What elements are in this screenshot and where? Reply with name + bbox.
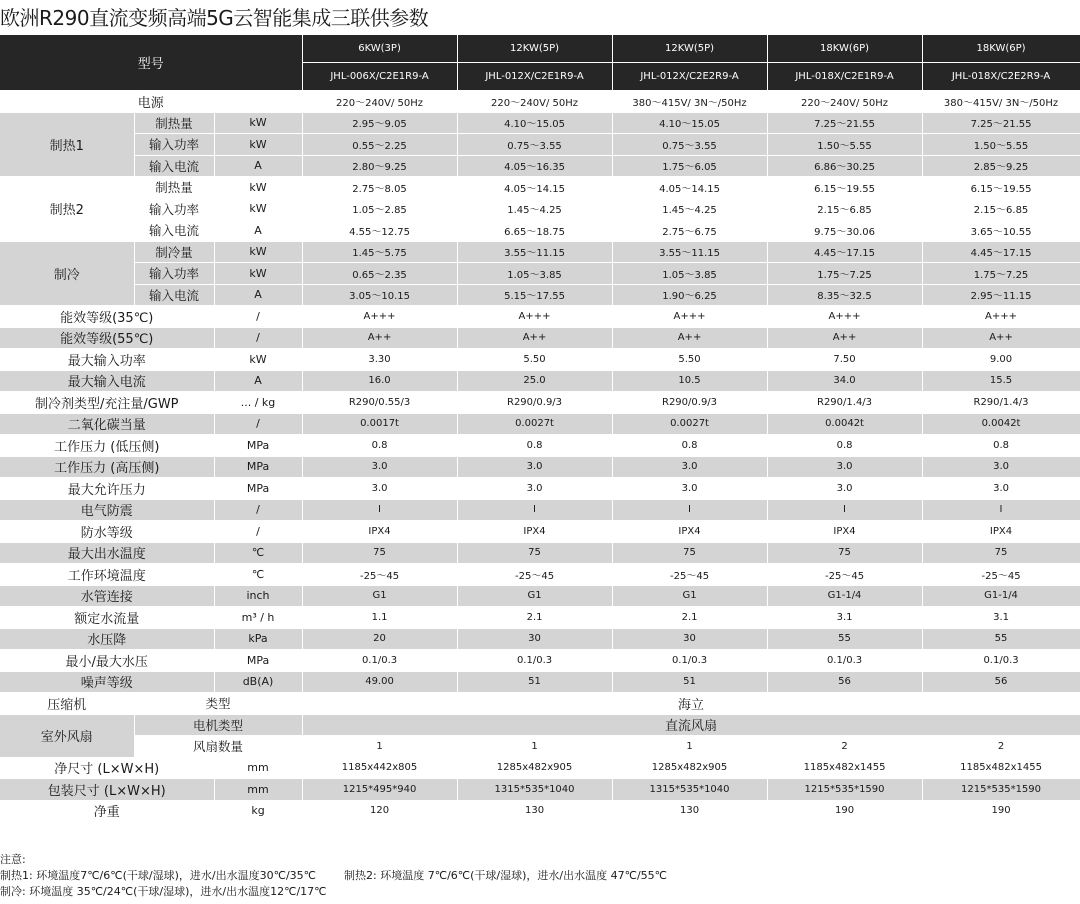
table-cell: 3.0	[612, 478, 767, 500]
unit-cell: kW	[214, 349, 302, 371]
row-label: 噪声等级	[0, 671, 214, 693]
unit-cell: dB(A)	[214, 671, 302, 693]
row-label: 最大出水温度	[0, 542, 214, 564]
table-cell: 0.0042t	[922, 413, 1080, 435]
sub-label: 风扇数量	[134, 736, 302, 758]
table-cell: 30	[457, 628, 612, 650]
table-row	[0, 392, 1080, 414]
unit-cell: inch	[214, 585, 302, 607]
table-cell: 30	[612, 628, 767, 650]
table-cell: 9.00	[922, 349, 1080, 371]
table-cell: G1	[302, 585, 457, 607]
sub-label: 制热量	[134, 177, 214, 199]
notes	[0, 852, 1080, 900]
table-cell: IPX4	[612, 521, 767, 543]
table-row	[0, 564, 1080, 586]
note-cool: 制冷: 环境温度 35℃/24℃(干球/湿球)，进水/出水温度12℃/17℃	[0, 885, 327, 898]
table-cell: 1.05～3.85	[457, 263, 612, 285]
unit-cell: MPa	[214, 478, 302, 500]
sub-label: 制冷量	[134, 241, 214, 263]
unit-cell: kg	[214, 800, 302, 822]
unit-cell: ... / kg	[214, 392, 302, 414]
table-cell: 3.1	[767, 607, 922, 629]
sub-label: 输入功率	[134, 134, 214, 156]
table-cell: R290/0.55/3	[302, 392, 457, 414]
table-cell: G1-1/4	[922, 585, 1080, 607]
table-cell: 220～240V/ 50Hz	[767, 91, 922, 113]
table-cell: 0.1/0.3	[767, 650, 922, 672]
sub-label: 输入功率	[134, 263, 214, 285]
table-cell: 1	[612, 736, 767, 758]
table-cell: 220～240V/ 50Hz	[302, 91, 457, 113]
table-cell: 49.00	[302, 671, 457, 693]
table-cell: 1215*535*1590	[922, 779, 1080, 801]
table-cell: 1185x482x1455	[922, 757, 1080, 779]
table-row	[0, 671, 1080, 693]
table-cell: R290/0.9/3	[612, 392, 767, 414]
table-cell: I	[302, 499, 457, 521]
row-label: 净尺寸 (L×W×H)	[0, 757, 214, 779]
model-label: 型号	[0, 35, 302, 91]
note-heat1: 制热1: 环境温度7℃/6℃(干球/湿球)，进水/出水温度30℃/35℃	[0, 869, 317, 882]
table-cell: 1	[302, 736, 457, 758]
row-label: 包装尺寸 (L×W×H)	[0, 779, 214, 801]
table-row	[0, 198, 1080, 220]
unit-cell: /	[214, 499, 302, 521]
table-cell: 0.1/0.3	[302, 650, 457, 672]
table-cell: 75	[302, 542, 457, 564]
unit-cell: A	[214, 370, 302, 392]
table-cell: G1-1/4	[767, 585, 922, 607]
table-cell: 1185x482x1455	[767, 757, 922, 779]
table-cell: 56	[767, 671, 922, 693]
table-cell: 120	[302, 800, 457, 822]
table-cell: 1.05～2.85	[302, 198, 457, 220]
sub-label: 输入电流	[134, 220, 214, 242]
table-cell: -25～45	[457, 564, 612, 586]
table-cell: I	[457, 499, 612, 521]
row-label: 水压降	[0, 628, 214, 650]
unit-cell: ℃	[214, 564, 302, 586]
table-cell: 4.10～15.05	[457, 112, 612, 134]
table-row	[0, 112, 1080, 134]
model-header: JHL-006X/C2E1R9-A	[302, 63, 457, 91]
table-cell: 3.0	[922, 478, 1080, 500]
table-cell: 1.45～4.25	[457, 198, 612, 220]
table-cell: I	[612, 499, 767, 521]
row-label: 电源	[0, 91, 302, 113]
table-cell: 0.0017t	[302, 413, 457, 435]
unit-cell: kW	[214, 263, 302, 285]
table-row	[0, 91, 1080, 113]
table-row	[0, 585, 1080, 607]
table-cell: R290/0.9/3	[457, 392, 612, 414]
table-cell: A++	[922, 327, 1080, 349]
sub-label: 类型	[134, 693, 302, 715]
unit-cell: kPa	[214, 628, 302, 650]
table-cell: 2.80～9.25	[302, 155, 457, 177]
table-cell: 7.25～21.55	[922, 112, 1080, 134]
table-cell: 51	[612, 671, 767, 693]
sub-label: 输入电流	[134, 284, 214, 306]
table-cell: 25.0	[457, 370, 612, 392]
table-cell: IPX4	[922, 521, 1080, 543]
table-cell: 1.50～5.55	[922, 134, 1080, 156]
table-cell: 3.0	[612, 456, 767, 478]
unit-cell: A	[214, 284, 302, 306]
table-cell: A+++	[612, 306, 767, 328]
table-cell: 4.05～14.15	[612, 177, 767, 199]
table-cell: 8.35～32.5	[767, 284, 922, 306]
table-cell: 0.8	[302, 435, 457, 457]
table-row	[0, 177, 1080, 199]
table-row	[0, 284, 1080, 306]
table-cell: IPX4	[457, 521, 612, 543]
table-cell: 2.1	[457, 607, 612, 629]
table-cell: R290/1.4/3	[767, 392, 922, 414]
table-cell: 6.15～19.55	[922, 177, 1080, 199]
table-cell: 3.55～11.15	[457, 241, 612, 263]
unit-cell: /	[214, 327, 302, 349]
unit-cell: MPa	[214, 435, 302, 457]
table-cell: 1315*535*1040	[457, 779, 612, 801]
unit-cell: kW	[214, 241, 302, 263]
table-cell: 130	[457, 800, 612, 822]
table-cell: 2.75～6.75	[612, 220, 767, 242]
table-cell: 380～415V/ 3N～/50Hz	[612, 91, 767, 113]
table-row	[0, 35, 1080, 63]
unit-cell: kW	[214, 198, 302, 220]
table-cell: 0.1/0.3	[612, 650, 767, 672]
table-cell: A+++	[767, 306, 922, 328]
table-cell: IPX4	[302, 521, 457, 543]
row-label: 净重	[0, 800, 214, 822]
unit-cell: A	[214, 220, 302, 242]
table-cell: IPX4	[767, 521, 922, 543]
table-cell: I	[767, 499, 922, 521]
table-cell: 4.05～16.35	[457, 155, 612, 177]
table-cell: 6.86～30.25	[767, 155, 922, 177]
page-title: 欧洲R290直流变频高端5G云智能集成三联供参数	[0, 6, 429, 30]
table-cell: 1.90～6.25	[612, 284, 767, 306]
table-cell: 380～415V/ 3N～/50Hz	[922, 91, 1080, 113]
table-cell: 220～240V/ 50Hz	[457, 91, 612, 113]
table-cell: 7.50	[767, 349, 922, 371]
row-label: 水管连接	[0, 585, 214, 607]
table-cell: 75	[767, 542, 922, 564]
table-cell: 4.45～17.15	[767, 241, 922, 263]
table-cell: A++	[302, 327, 457, 349]
table-cell: 3.0	[302, 478, 457, 500]
table-cell: 190	[922, 800, 1080, 822]
table-row	[0, 714, 1080, 736]
table-cell: 0.0027t	[457, 413, 612, 435]
table-cell: 1.1	[302, 607, 457, 629]
table-cell: 2.95～11.15	[922, 284, 1080, 306]
table-cell: 2.95～9.05	[302, 112, 457, 134]
table-row	[0, 478, 1080, 500]
row-label: 室外风扇	[0, 714, 134, 757]
table-cell: 3.0	[922, 456, 1080, 478]
table-cell: 4.45～17.15	[922, 241, 1080, 263]
table-row	[0, 607, 1080, 629]
table-cell: 16.0	[302, 370, 457, 392]
table-cell: A+++	[302, 306, 457, 328]
table-cell: 3.0	[767, 478, 922, 500]
table-cell: 5.15～17.55	[457, 284, 612, 306]
table-cell: 1.45～4.25	[612, 198, 767, 220]
table-cell: 3.05～10.15	[302, 284, 457, 306]
row-label: 电气防震	[0, 499, 214, 521]
notes-heading: 注意:	[0, 853, 26, 866]
table-cell: R290/1.4/3	[922, 392, 1080, 414]
unit-cell: kW	[214, 134, 302, 156]
row-label: 最大允许压力	[0, 478, 214, 500]
table-cell: A+++	[457, 306, 612, 328]
row-label: 制冷剂类型/充注量/GWP	[0, 392, 214, 414]
table-cell: 75	[457, 542, 612, 564]
table-row	[0, 521, 1080, 543]
table-cell: 1.75～7.25	[922, 263, 1080, 285]
table-cell: 3.65～10.55	[922, 220, 1080, 242]
table-row	[0, 327, 1080, 349]
row-label: 工作压力 (低压侧)	[0, 435, 214, 457]
table-row	[0, 800, 1080, 822]
group-label: 制热2	[0, 177, 134, 242]
table-cell: 1.50～5.55	[767, 134, 922, 156]
unit-cell: mm	[214, 779, 302, 801]
table-cell: 3.0	[302, 456, 457, 478]
table-cell: 3.55～11.15	[612, 241, 767, 263]
row-label: 最大输入功率	[0, 349, 214, 371]
table-cell: 2.75～8.05	[302, 177, 457, 199]
table-cell: 2	[767, 736, 922, 758]
table-row	[0, 413, 1080, 435]
table-cell: 75	[612, 542, 767, 564]
capacity-header: 18KW(6P)	[922, 35, 1080, 63]
table-cell: 3.0	[767, 456, 922, 478]
table-cell: 20	[302, 628, 457, 650]
table-cell: 10.5	[612, 370, 767, 392]
sub-label: 输入电流	[134, 155, 214, 177]
row-label: 额定水流量	[0, 607, 214, 629]
table-cell: 4.10～15.05	[612, 112, 767, 134]
table-cell: 0.1/0.3	[457, 650, 612, 672]
table-cell: 55	[767, 628, 922, 650]
table-row	[0, 757, 1080, 779]
table-cell: 2.15～6.85	[767, 198, 922, 220]
table-cell: 0.0027t	[612, 413, 767, 435]
table-cell: 0.75～3.55	[612, 134, 767, 156]
sub-label: 制热量	[134, 112, 214, 134]
unit-cell: A	[214, 155, 302, 177]
table-cell: 0.1/0.3	[922, 650, 1080, 672]
table-cell: A++	[457, 327, 612, 349]
table-cell: 3.30	[302, 349, 457, 371]
table-cell: 0.65～2.35	[302, 263, 457, 285]
table-cell: 2	[922, 736, 1080, 758]
unit-cell: mm	[214, 757, 302, 779]
sub-label: 电机类型	[134, 714, 302, 736]
note-heat2: 制热2: 环境温度 7℃/6℃(干球/湿球)，进水/出水温度 47℃/55℃	[344, 869, 668, 882]
unit-cell: ℃	[214, 542, 302, 564]
table-cell: 75	[922, 542, 1080, 564]
table-cell: 1285x482x905	[612, 757, 767, 779]
table-row	[0, 263, 1080, 285]
row-label: 二氧化碳当量	[0, 413, 214, 435]
table-cell: 1.05～3.85	[612, 263, 767, 285]
table-cell: 4.05～14.15	[457, 177, 612, 199]
table-cell: 3.0	[457, 456, 612, 478]
row-label: 压缩机	[0, 693, 134, 715]
table-cell: 1315*535*1040	[612, 779, 767, 801]
row-label: 能效等级(55℃)	[0, 327, 214, 349]
table-cell: 1285x482x905	[457, 757, 612, 779]
row-label: 能效等级(35℃)	[0, 306, 214, 328]
table-cell: -25～45	[612, 564, 767, 586]
model-header: JHL-012X/C2E1R9-A	[457, 63, 612, 91]
table-cell: 1185x442x805	[302, 757, 457, 779]
table-cell: -25～45	[767, 564, 922, 586]
table-cell: 0.55～2.25	[302, 134, 457, 156]
table-cell: 55	[922, 628, 1080, 650]
row-label: 工作环境温度	[0, 564, 214, 586]
table-cell: A++	[612, 327, 767, 349]
table-row	[0, 435, 1080, 457]
table-row	[0, 134, 1080, 156]
table-row	[0, 736, 1080, 758]
row-label: 工作压力 (高压侧)	[0, 456, 214, 478]
table-cell: 3.0	[457, 478, 612, 500]
table-cell: G1	[457, 585, 612, 607]
table-row	[0, 241, 1080, 263]
table-row	[0, 779, 1080, 801]
table-cell: 6.15～19.55	[767, 177, 922, 199]
table-cell: 2.15～6.85	[922, 198, 1080, 220]
row-label: 防水等级	[0, 521, 214, 543]
fan-motor-value: 直流风扇	[302, 714, 1080, 736]
table-cell: I	[922, 499, 1080, 521]
table-row	[0, 456, 1080, 478]
table-cell: 9.75～30.06	[767, 220, 922, 242]
row-label: 最小/最大水压	[0, 650, 214, 672]
table-row	[0, 693, 1080, 715]
table-cell: A++	[767, 327, 922, 349]
unit-cell: MPa	[214, 456, 302, 478]
table-cell: 34.0	[767, 370, 922, 392]
unit-cell: /	[214, 306, 302, 328]
table-cell: 5.50	[457, 349, 612, 371]
table-row	[0, 650, 1080, 672]
table-cell: 4.55～12.75	[302, 220, 457, 242]
table-row	[0, 499, 1080, 521]
table-cell: -25～45	[302, 564, 457, 586]
model-header: JHL-018X/C2E2R9-A	[922, 63, 1080, 91]
table-cell: 0.8	[612, 435, 767, 457]
unit-cell: /	[214, 413, 302, 435]
table-row	[0, 306, 1080, 328]
model-header: JHL-012X/C2E2R9-A	[612, 63, 767, 91]
spec-table	[0, 35, 1080, 822]
table-row	[0, 349, 1080, 371]
model-header: JHL-018X/C2E1R9-A	[767, 63, 922, 91]
capacity-header: 12KW(5P)	[612, 35, 767, 63]
table-cell: 3.1	[922, 607, 1080, 629]
table-cell: A+++	[922, 306, 1080, 328]
table-row	[0, 542, 1080, 564]
table-cell: 0.0042t	[767, 413, 922, 435]
table-row	[0, 220, 1080, 242]
table-cell: -25～45	[922, 564, 1080, 586]
table-cell: 2.1	[612, 607, 767, 629]
table-cell: 0.8	[767, 435, 922, 457]
capacity-header: 18KW(6P)	[767, 35, 922, 63]
table-row	[0, 628, 1080, 650]
table-cell: 2.85～9.25	[922, 155, 1080, 177]
table-cell: 1.75～7.25	[767, 263, 922, 285]
unit-cell: MPa	[214, 650, 302, 672]
table-row	[0, 370, 1080, 392]
table-cell: 0.8	[457, 435, 612, 457]
table-cell: 56	[922, 671, 1080, 693]
table-cell: 15.5	[922, 370, 1080, 392]
table-cell: 0.8	[922, 435, 1080, 457]
group-label: 制冷	[0, 241, 134, 306]
capacity-header: 12KW(5P)	[457, 35, 612, 63]
table-cell: 51	[457, 671, 612, 693]
table-cell: 5.50	[612, 349, 767, 371]
table-cell: 1.45～5.75	[302, 241, 457, 263]
table-cell: 190	[767, 800, 922, 822]
table-cell: G1	[612, 585, 767, 607]
table-cell: 1215*535*1590	[767, 779, 922, 801]
table-cell: 0.75～3.55	[457, 134, 612, 156]
table-cell: 1215*495*940	[302, 779, 457, 801]
table-cell: 130	[612, 800, 767, 822]
unit-cell: m³ / h	[214, 607, 302, 629]
unit-cell: kW	[214, 112, 302, 134]
unit-cell: /	[214, 521, 302, 543]
table-cell: 6.65～18.75	[457, 220, 612, 242]
row-label: 最大输入电流	[0, 370, 214, 392]
table-row	[0, 155, 1080, 177]
table-cell: 1.75～6.05	[612, 155, 767, 177]
group-label: 制热1	[0, 112, 134, 177]
sub-label: 输入功率	[134, 198, 214, 220]
table-cell: 7.25～21.55	[767, 112, 922, 134]
compressor-value: 海立	[302, 693, 1080, 715]
table-cell: 1	[457, 736, 612, 758]
unit-cell: kW	[214, 177, 302, 199]
capacity-header: 6KW(3P)	[302, 35, 457, 63]
